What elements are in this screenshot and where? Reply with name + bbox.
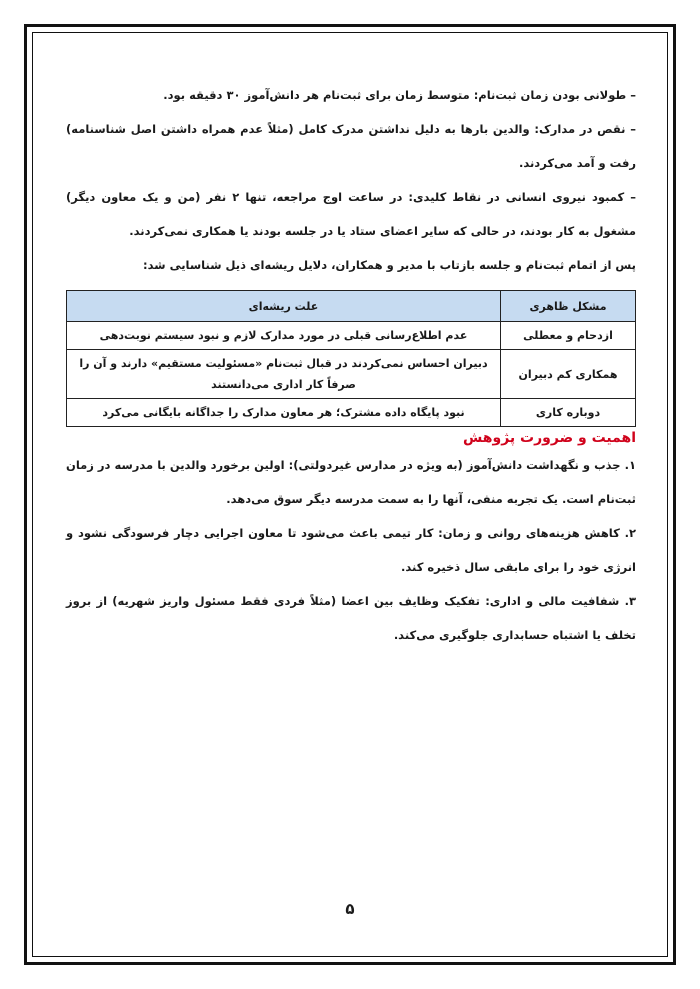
problem-cell: همکاری کم دبیران	[501, 350, 636, 399]
table-header-row	[67, 291, 636, 322]
paragraph-reduce-costs: ۲. کاهش هزینه‌های روانی و زمان: کار تیمی باعث می‌شود تا معاون اجرایی دچار فرسودگی نشود و انرژی خود را برای مابقی سال ذخیره کند.	[66, 526, 636, 574]
page-number: ۵	[345, 900, 355, 918]
paragraph-staff-shortage: – کمبود نیروی انسانی در نقاط کلیدی: در ساعت اوج مراجعه، تنها ۲ نفر (من و یک معاون دیگر) مشغول به کار بودند، در حالی که سایر اعضای ستاد یا در جلسه بودند یا همکاری نمی‌کردند.	[66, 190, 637, 238]
table-row	[67, 350, 636, 399]
paragraph-long-registration-time: – طولانی بودن زمان ثبت‌نام: متوسط زمان برای ثبت‌نام هر دانش‌آموز ۳۰ دقیقه بود.	[163, 88, 636, 102]
cause-cell: دبیران احساس نمی‌کردند در قبال ثبت‌نام «مسئولیت مستقیم» دارند و آن را صرفاً کار اداری می‌دانستند	[67, 350, 501, 399]
paragraph-student-retention: ۱. جذب و نگهداشت دانش‌آموز (به ویژه در مدارس غیردولتی): اولین برخورد والدین با مدرسه در زمان ثبت‌نام است. یک تجربه منفی، آنها را به سمت مدرسه دیگر سوق می‌دهد.	[66, 458, 636, 506]
page-content	[66, 78, 636, 652]
cause-cell: نبود پایگاه داده مشترک؛ هر معاون مدارک را جداگانه بایگانی می‌کرد	[67, 399, 501, 427]
problem-cell: دوباره کاری	[501, 399, 636, 427]
section-title-research-importance: اهمیت و ضرورت پژوهش	[463, 430, 636, 446]
problem-cell: ازدحام و معطلی	[501, 322, 636, 350]
header-root-cause: علت ریشه‌ای	[67, 291, 501, 322]
paragraph-missing-documents: – نقص در مدارک: والدین بارها به دلیل نداشتن مدرک کامل (مثلاً عدم همراه داشتن اصل شناسنامه) رفت و آمد می‌کردند.	[66, 122, 636, 170]
paragraph-financial-transparency: ۳. شفافیت مالی و اداری: تفکیک وظایف بین اعضا (مثلاً فردی فقط مسئول واریز شهریه) از بروز تخلف یا اشتباه حسابداری جلوگیری می‌کند.	[66, 594, 636, 642]
cause-cell: عدم اطلاع‌رسانی قبلی در مورد مدارک لازم و نبود سیستم نوبت‌دهی	[67, 322, 501, 350]
table-row	[67, 399, 636, 427]
table-row	[67, 322, 636, 350]
root-cause-table	[66, 290, 636, 427]
paragraph-root-causes-intro: پس از اتمام ثبت‌نام و جلسه بازتاب با مدیر و همکاران، دلایل ریشه‌ای ذیل شناسایی شد:	[143, 258, 636, 272]
header-apparent-problem: مشکل ظاهری	[501, 291, 636, 322]
